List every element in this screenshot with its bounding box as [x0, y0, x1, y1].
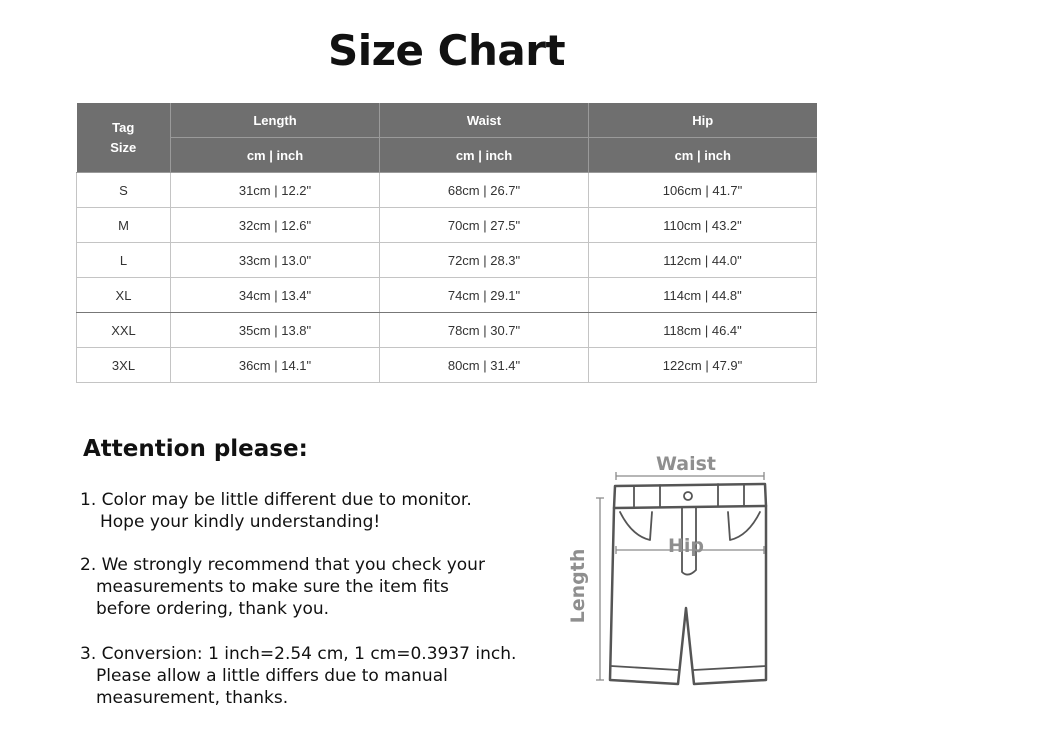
size-header-line: Size [110, 139, 137, 155]
page-title: Size Chart [327, 26, 566, 75]
size-cell: XL [77, 278, 171, 313]
waist-unit-header: cm | inch [380, 138, 589, 173]
table-unit-row [77, 138, 817, 173]
hip-cell: 110cm | 43.2" [589, 208, 817, 243]
length-cell: 33cm | 13.0" [171, 243, 380, 278]
hip-cell: 106cm | 41.7" [589, 173, 817, 208]
hip-cell: 122cm | 47.9" [589, 348, 817, 383]
waist-cell: 70cm | 27.5" [380, 208, 589, 243]
hip-cell: 112cm | 44.0" [589, 243, 817, 278]
size-cell: XXL [77, 313, 171, 348]
size-cell: S [77, 173, 171, 208]
note-line: Hope your kindly understanding! [100, 512, 381, 532]
table-row [77, 208, 817, 243]
note-line: 3. Conversion: 1 inch=2.54 cm, 1 cm=0.3937 inch. [80, 644, 517, 664]
table-row [77, 313, 817, 348]
hip-unit-header: cm | inch [589, 138, 817, 173]
note-line: Please allow a little differs due to manual [96, 666, 448, 686]
length-unit-header: cm | inch [171, 138, 380, 173]
length-label: Length [567, 548, 589, 624]
size-cell: M [77, 208, 171, 243]
table-row [77, 173, 817, 208]
shorts-measurement-diagram [560, 440, 800, 710]
waist-label: Waist [655, 453, 717, 475]
length-header: Length [171, 103, 380, 138]
length-cell: 31cm | 12.2" [171, 173, 380, 208]
hip-label: Hip [667, 535, 705, 557]
hip-cell: 118cm | 46.4" [589, 313, 817, 348]
waist-cell: 72cm | 28.3" [380, 243, 589, 278]
waist-header: Waist [380, 103, 589, 138]
hip-header: Hip [589, 103, 817, 138]
length-cell: 36cm | 14.1" [171, 348, 380, 383]
note-line: 1. Color may be little different due to monitor. [80, 490, 472, 510]
waist-cell: 78cm | 30.7" [380, 313, 589, 348]
waist-cell: 68cm | 26.7" [380, 173, 589, 208]
measurement-lines [596, 472, 764, 680]
tag-size-header [77, 103, 171, 173]
length-cell: 32cm | 12.6" [171, 208, 380, 243]
length-cell: 34cm | 13.4" [171, 278, 380, 313]
tag-header-line: Tag [112, 119, 135, 135]
waist-cell: 80cm | 31.4" [380, 348, 589, 383]
attention-title: Attention please: [83, 436, 308, 462]
attention-note [80, 554, 520, 620]
note-line: measurement, thanks. [96, 688, 289, 708]
length-cell: 35cm | 13.8" [171, 313, 380, 348]
note-line: 2. We strongly recommend that you check your [80, 555, 485, 575]
shorts-illustration [610, 484, 766, 684]
size-table [76, 103, 817, 383]
table-row [77, 278, 817, 313]
note-line: before ordering, thank you. [96, 599, 330, 619]
attention-note [80, 643, 520, 709]
waist-cell: 74cm | 29.1" [380, 278, 589, 313]
table-header-row [77, 103, 817, 138]
size-cell: 3XL [77, 348, 171, 383]
table-row [77, 348, 817, 383]
table-row [77, 243, 817, 278]
hip-cell: 114cm | 44.8" [589, 278, 817, 313]
attention-note [80, 489, 520, 533]
note-line: measurements to make sure the item fits [96, 577, 449, 597]
size-cell: L [77, 243, 171, 278]
